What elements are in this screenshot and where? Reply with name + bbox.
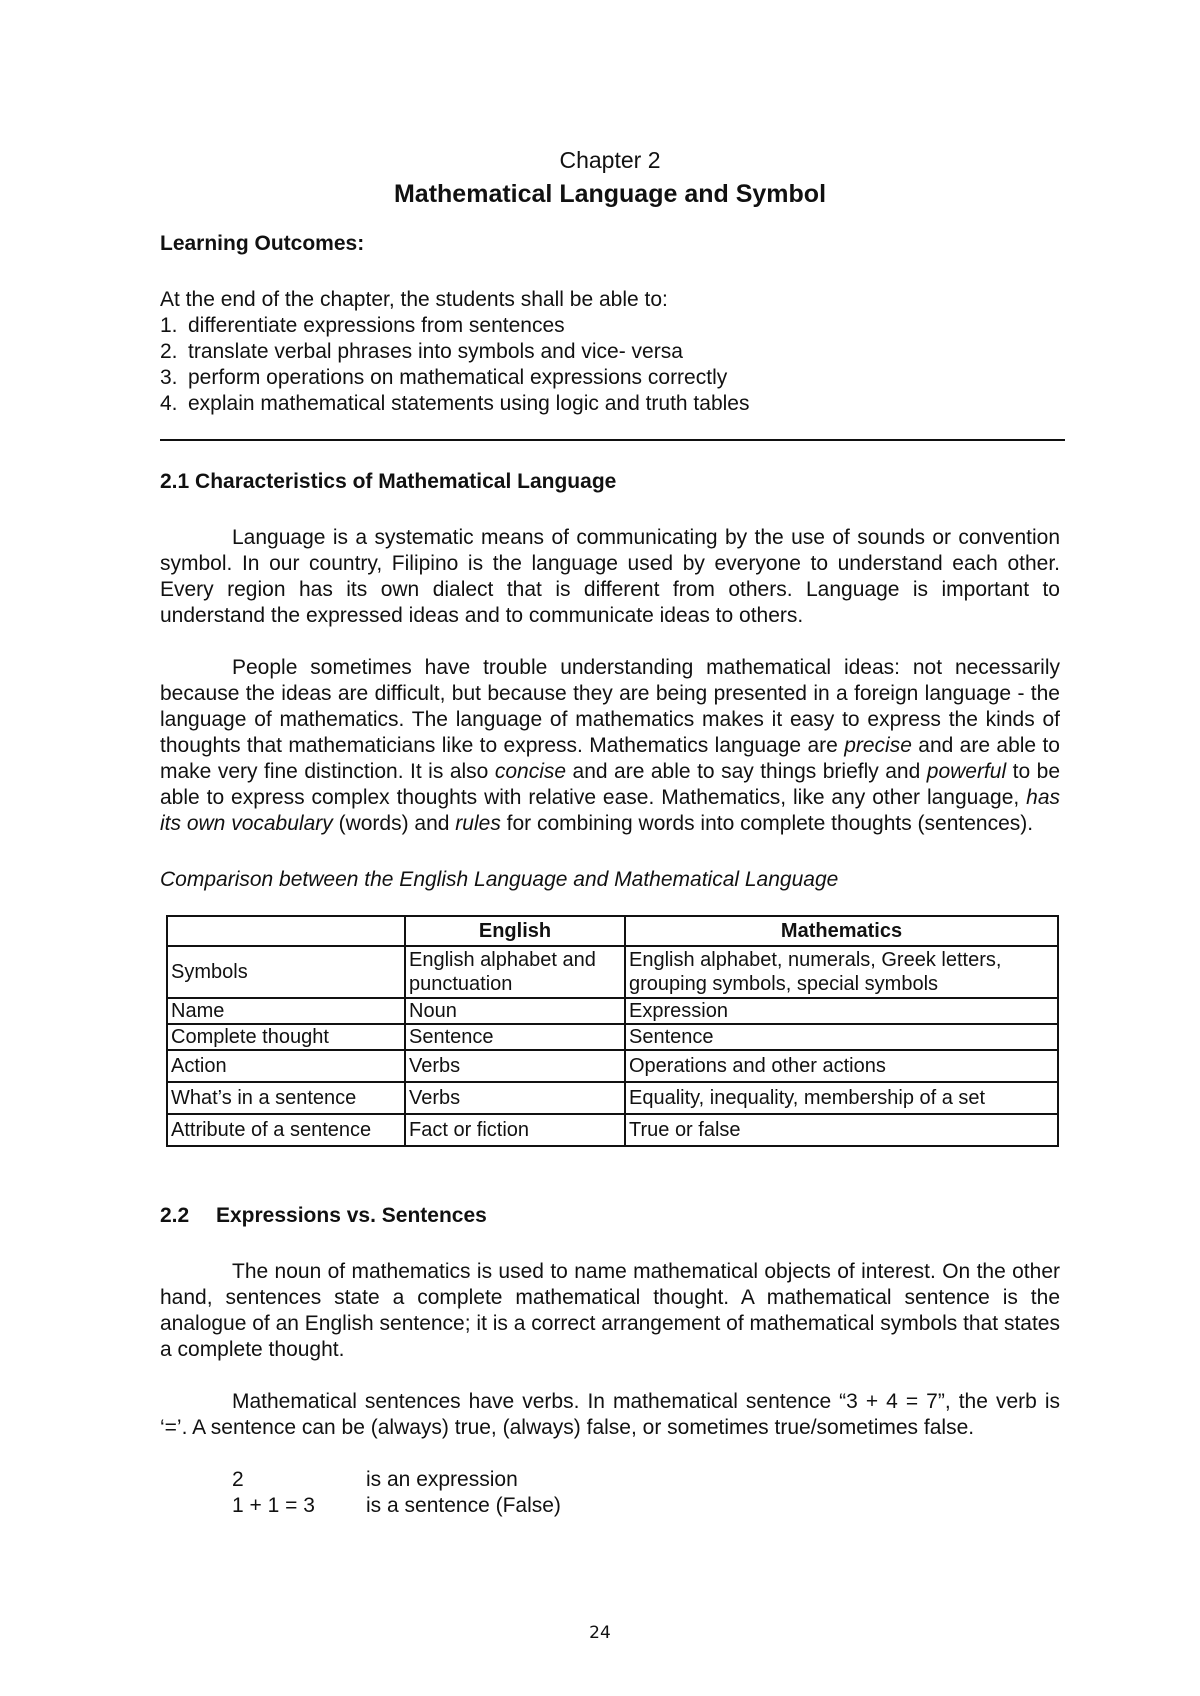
table-row: [167, 1114, 1058, 1146]
emphasis-powerful: powerful: [926, 760, 1007, 783]
example-expression: 2: [232, 1468, 244, 1491]
emphasis-rules: rules: [455, 812, 501, 835]
list-item: [160, 365, 1060, 391]
page-number: 24: [589, 1623, 611, 1643]
table-cell: Sentence: [405, 1024, 625, 1050]
item-text: explain mathematical statements using logic and truth tables: [188, 392, 750, 415]
table-row: [167, 946, 1058, 998]
text-run: (words) and: [332, 812, 456, 835]
table-cell: What’s in a sentence: [167, 1082, 405, 1114]
table-caption: Comparison between the English Language and Mathematical Language: [160, 868, 839, 891]
item-text: perform operations on mathematical expressions correctly: [188, 366, 728, 389]
comparison-table: [166, 915, 1059, 1147]
table-cell: Complete thought: [167, 1024, 405, 1050]
document-page: [160, 145, 1060, 1519]
learning-outcomes-list: [160, 313, 1060, 417]
chapter-title: Mathematical Language and Symbol: [393, 180, 827, 208]
item-number: 2.: [160, 340, 178, 363]
table-row: [167, 998, 1058, 1024]
table-header-cell: English: [405, 916, 625, 946]
text-run: to be able to express complex thoughts with relative ease. Mathematics, like any other language,: [160, 760, 1060, 809]
example-row: [232, 1493, 1060, 1519]
paragraph-verbs: Mathematical sentences have verbs. In mathematical sentence “3 + 4 = 7”, the verb is ‘=’. A sentence can be (always) true, (always) false, or sometimes true/sometimes false.: [160, 1390, 1060, 1439]
item-number: 3.: [160, 366, 178, 389]
table-row: [167, 1082, 1058, 1114]
paragraph-math-language: [160, 655, 1060, 837]
text-run: and are able to make very fine distinction. It is also: [160, 734, 1060, 783]
table-header-cell: [167, 916, 405, 946]
section-title: Expressions vs. Sentences: [216, 1204, 487, 1227]
section-number: 2.2: [160, 1204, 190, 1227]
section-heading-2-2: [160, 1203, 1060, 1229]
paragraph-language: Language is a systematic means of communicating by the use of sounds or convention symbol. In our country, Filipino is the language used by everyone to understand each other. Every region has its own dialect that is different from others. Language is important to understand the expressed ideas and to communicate ideas to others.: [160, 526, 1060, 627]
list-item: [160, 339, 1060, 365]
table-cell: Verbs: [405, 1082, 625, 1114]
emphasis-concise: concise: [494, 760, 567, 783]
item-number: 4.: [160, 392, 178, 415]
text-run: People sometimes have trouble understanding mathematical ideas: not necessarily because the ideas are difficult, but because they are being presented in a foreign language - the language of mathematics. The language of mathematics makes it easy to express the kinds of thoughts that mathematicians like to express. Mathematics language are: [160, 656, 1060, 757]
item-text: translate verbal phrases into symbols and vice- versa: [188, 340, 683, 363]
list-item: [160, 313, 1060, 339]
table-header-cell: Mathematics: [625, 916, 1058, 946]
table-cell: Sentence: [625, 1024, 1058, 1050]
table-cell: Fact or fiction: [405, 1114, 625, 1146]
learning-outcomes-intro: At the end of the chapter, the students shall be able to:: [160, 288, 668, 311]
emphasis-precise: precise: [844, 734, 912, 757]
text-run: and are able to say things briefly and: [566, 760, 927, 783]
item-number: 1.: [160, 314, 178, 337]
table-cell: Expression: [625, 998, 1058, 1024]
table-cell: Attribute of a sentence: [167, 1114, 405, 1146]
table-cell: English alphabet and punctuation: [405, 946, 625, 998]
table-row: [167, 1024, 1058, 1050]
table-cell: Verbs: [405, 1050, 625, 1082]
text-run: for combining words into complete thoughts (sentences).: [500, 812, 1034, 835]
example-description: is a sentence (False): [366, 1494, 561, 1517]
chapter-label: Chapter 2: [559, 147, 661, 173]
list-item: [160, 391, 1060, 417]
item-text: differentiate expressions from sentences: [188, 314, 565, 337]
learning-outcomes-heading: Learning Outcomes:: [160, 232, 365, 255]
example-row: [232, 1467, 1060, 1493]
paragraph-noun: The noun of mathematics is used to name mathematical objects of interest. On the other hand, sentences state a complete mathematical thought. A mathematical sentence is the analogue of an English sentence; it is a correct arrangement of mathematical symbols that states a complete thought.: [160, 1260, 1060, 1361]
examples-list: [232, 1467, 1060, 1519]
table-header-row: [167, 916, 1058, 946]
table-cell: English alphabet, numerals, Greek letters, grouping symbols, special symbols: [625, 946, 1058, 998]
example-expression: 1 + 1 = 3: [232, 1494, 315, 1517]
table-cell: Operations and other actions: [625, 1050, 1058, 1082]
table-cell: Name: [167, 998, 405, 1024]
table-cell: True or false: [625, 1114, 1058, 1146]
table-cell: Noun: [405, 998, 625, 1024]
section-heading-2-1: 2.1 Characteristics of Mathematical Language: [160, 470, 617, 493]
table-cell: Equality, inequality, membership of a set: [625, 1082, 1058, 1114]
table-row: [167, 1050, 1058, 1082]
table-cell: Symbols: [167, 946, 405, 998]
example-description: is an expression: [366, 1468, 518, 1491]
section-divider: [160, 439, 1065, 441]
emphasis-vocabulary: has its own vocabulary: [160, 786, 1060, 835]
table-cell: Action: [167, 1050, 405, 1082]
